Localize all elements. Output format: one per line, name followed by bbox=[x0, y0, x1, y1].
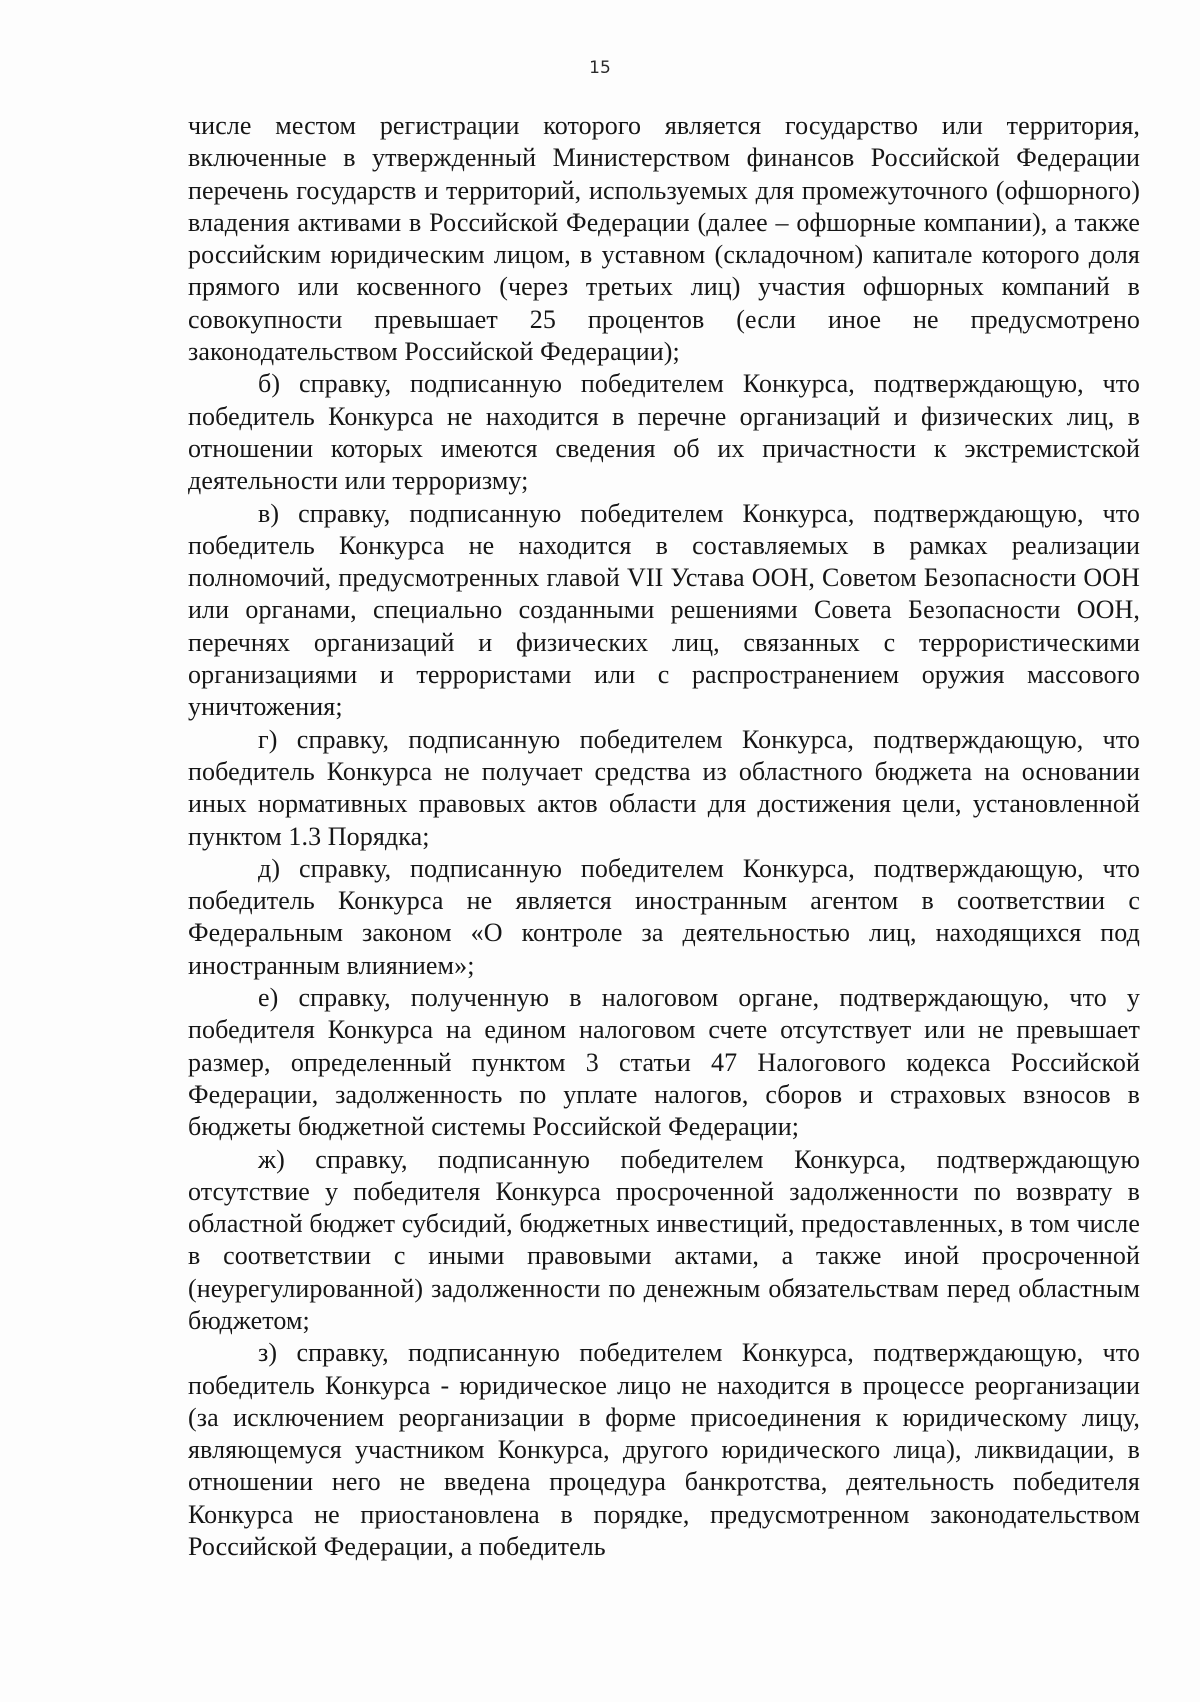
paragraph-item-z: з) справку, подписанную победителем Конкурса, подтверждающую, что победитель Конкурса - юридическое лицо не находится в процессе реорганизации (за исключением реорганизации в форме присоединения к юридическому лицу, являющемуся участником Конкурса, другого юридического лица), ликвидации, в отношении него не введена процедура банкротства, деятельность победителя Конкурса не приостановлена в порядке, предусмотренном законодательством Российской Федерации, а победитель bbox=[188, 1338, 1140, 1562]
paragraph-item-b: б) справку, подписанную победителем Конкурса, подтверждающую, что победитель Конкурса не находится в перечне организаций и физических лиц, в отношении которых имеются сведения об их причастности к экстремистской деятельности или терроризму; bbox=[188, 369, 1140, 496]
page-number: 15 bbox=[589, 58, 611, 78]
paragraph-item-v: в) справку, подписанную победителем Конкурса, подтверждающую, что победитель Конкурса не находится в составляемых в рамках реализации полномочий, предусмотренных главой VII Устава ООН, Советом Безопасности ООН или органами, специально созданными решениями Совета Безопасности ООН, перечнях организаций и физических лиц, связанных с террористическими организациями и террористами или с распространением оружия массового уничтожения; bbox=[188, 498, 1140, 722]
document-body bbox=[188, 110, 1140, 1563]
paragraph-continuation: числе местом регистрации которого является государство или территория, включенные в утвержденный Министерством финансов Российской Федерации перечень государств и территорий, используемых для промежуточного (офшорного) владения активами в Российской Федерации (далее – офшорные компании), а также российским юридическим лицом, в уставном (складочном) капитале которого доля прямого или косвенного (через третьих лиц) участия офшорных компаний в совокупности превышает 25 процентов (если иное не предусмотрено законодательством Российской Федерации); bbox=[188, 111, 1140, 367]
paragraph-item-d: д) справку, подписанную победителем Конкурса, подтверждающую, что победитель Конкурса не является иностранным агентом в соответствии с Федеральным законом «О контроле за деятельностью лиц, находящихся под иностранным влиянием»; bbox=[188, 853, 1140, 980]
paragraph-item-e: е) справку, полученную в налоговом органе, подтверждающую, что у победителя Конкурса на едином налоговом счете отсутствует или не превышает размер, определенный пунктом 3 статьи 47 Налогового кодекса Российской Федерации, задолженность по уплате налогов, сборов и страховых взносов в бюджеты бюджетной системы Российской Федерации; bbox=[188, 983, 1140, 1142]
paragraph-item-g: г) справку, подписанную победителем Конкурса, подтверждающую, что победитель Конкурса не получает средства из областного бюджета на основании иных нормативных правовых актов области для достижения цели, установленной пунктом 1.3 Порядка; bbox=[188, 724, 1140, 851]
paragraph-item-zh: ж) справку, подписанную победителем Конкурса, подтверждающую отсутствие у победителя Конкурса просроченной задолженности по возврату в областной бюджет субсидий, бюджетных инвестиций, предоставленных, в том числе в соответствии с иными правовыми актами, а также иной просроченной (неурегулированной) задолженности по денежным обязательствам перед областным бюджетом; bbox=[188, 1144, 1140, 1335]
